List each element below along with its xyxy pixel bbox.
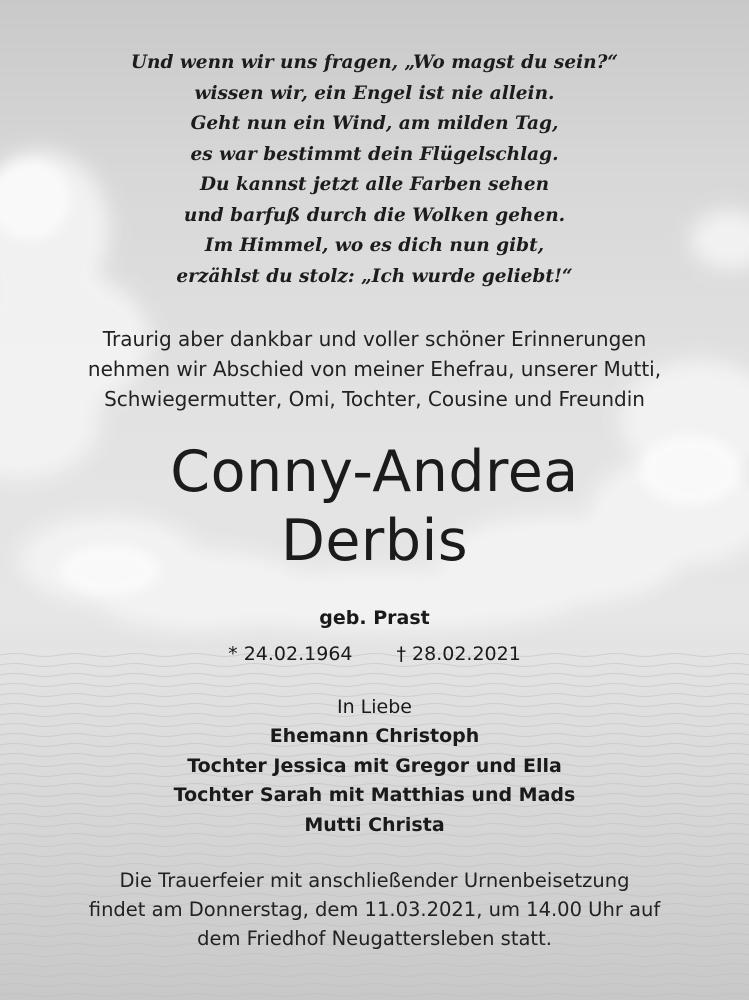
mourner: Mutti Christa [304,813,445,836]
poem-line: und barfuß durch die Wolken gehen. [183,204,566,226]
mourners-list [0,722,749,840]
poem [0,48,749,292]
mourner: Tochter Sarah mit Matthias und Mads [173,784,576,806]
mourners-intro: In Liebe [337,696,412,718]
mourner: Ehemann Christoph [269,725,480,747]
last-name: Derbis [280,508,469,574]
poem-line: es war bestimmt dein Flügelschlag. [190,143,559,165]
poem-line: Geht nun ein Wind, am milden Tag, [190,113,559,134]
life-dates [0,640,749,668]
poem-line: erzählst du stolz: „Ich wurde geliebt!“ [176,265,573,287]
poem-line: Du kannst jetzt alle Farben sehen [199,174,550,195]
funeral-service-info [0,866,749,953]
intro-line: Schwiegermutter, Omi, Tochter, Cousine und Freundin [104,387,645,411]
farewell-intro [0,324,749,414]
service-line: dem Friedhof Neugattersleben statt. [197,927,552,950]
mourner: Tochter Jessica mit Gregor und Ella [187,754,562,777]
death-date: † 28.02.2021 [396,643,521,665]
intro-line: Traurig aber dankbar und voller schöner Erinnerungen [102,327,647,351]
poem-line: wissen wir, ein Engel ist nie allein. [194,82,555,104]
maiden-name: geb. Prast [319,607,430,629]
service-line: findet am Donnerstag, dem 11.03.2021, um 14.00 Uhr auf [88,898,661,921]
first-name: Conny-Andrea [170,439,579,505]
poem-line: Im Himmel, wo es dich nun gibt, [204,235,545,256]
birth-date: * 24.02.1964 [228,643,353,665]
poem-line: Und wenn wir uns fragen, „Wo magst du sein?“ [130,52,619,73]
deceased-name [0,438,749,576]
service-line: Die Trauerfeier mit anschließender Urnenbeisetzung [119,869,630,892]
intro-line: nehmen wir Abschied von meiner Ehefrau, unserer Mutti, [87,357,662,381]
